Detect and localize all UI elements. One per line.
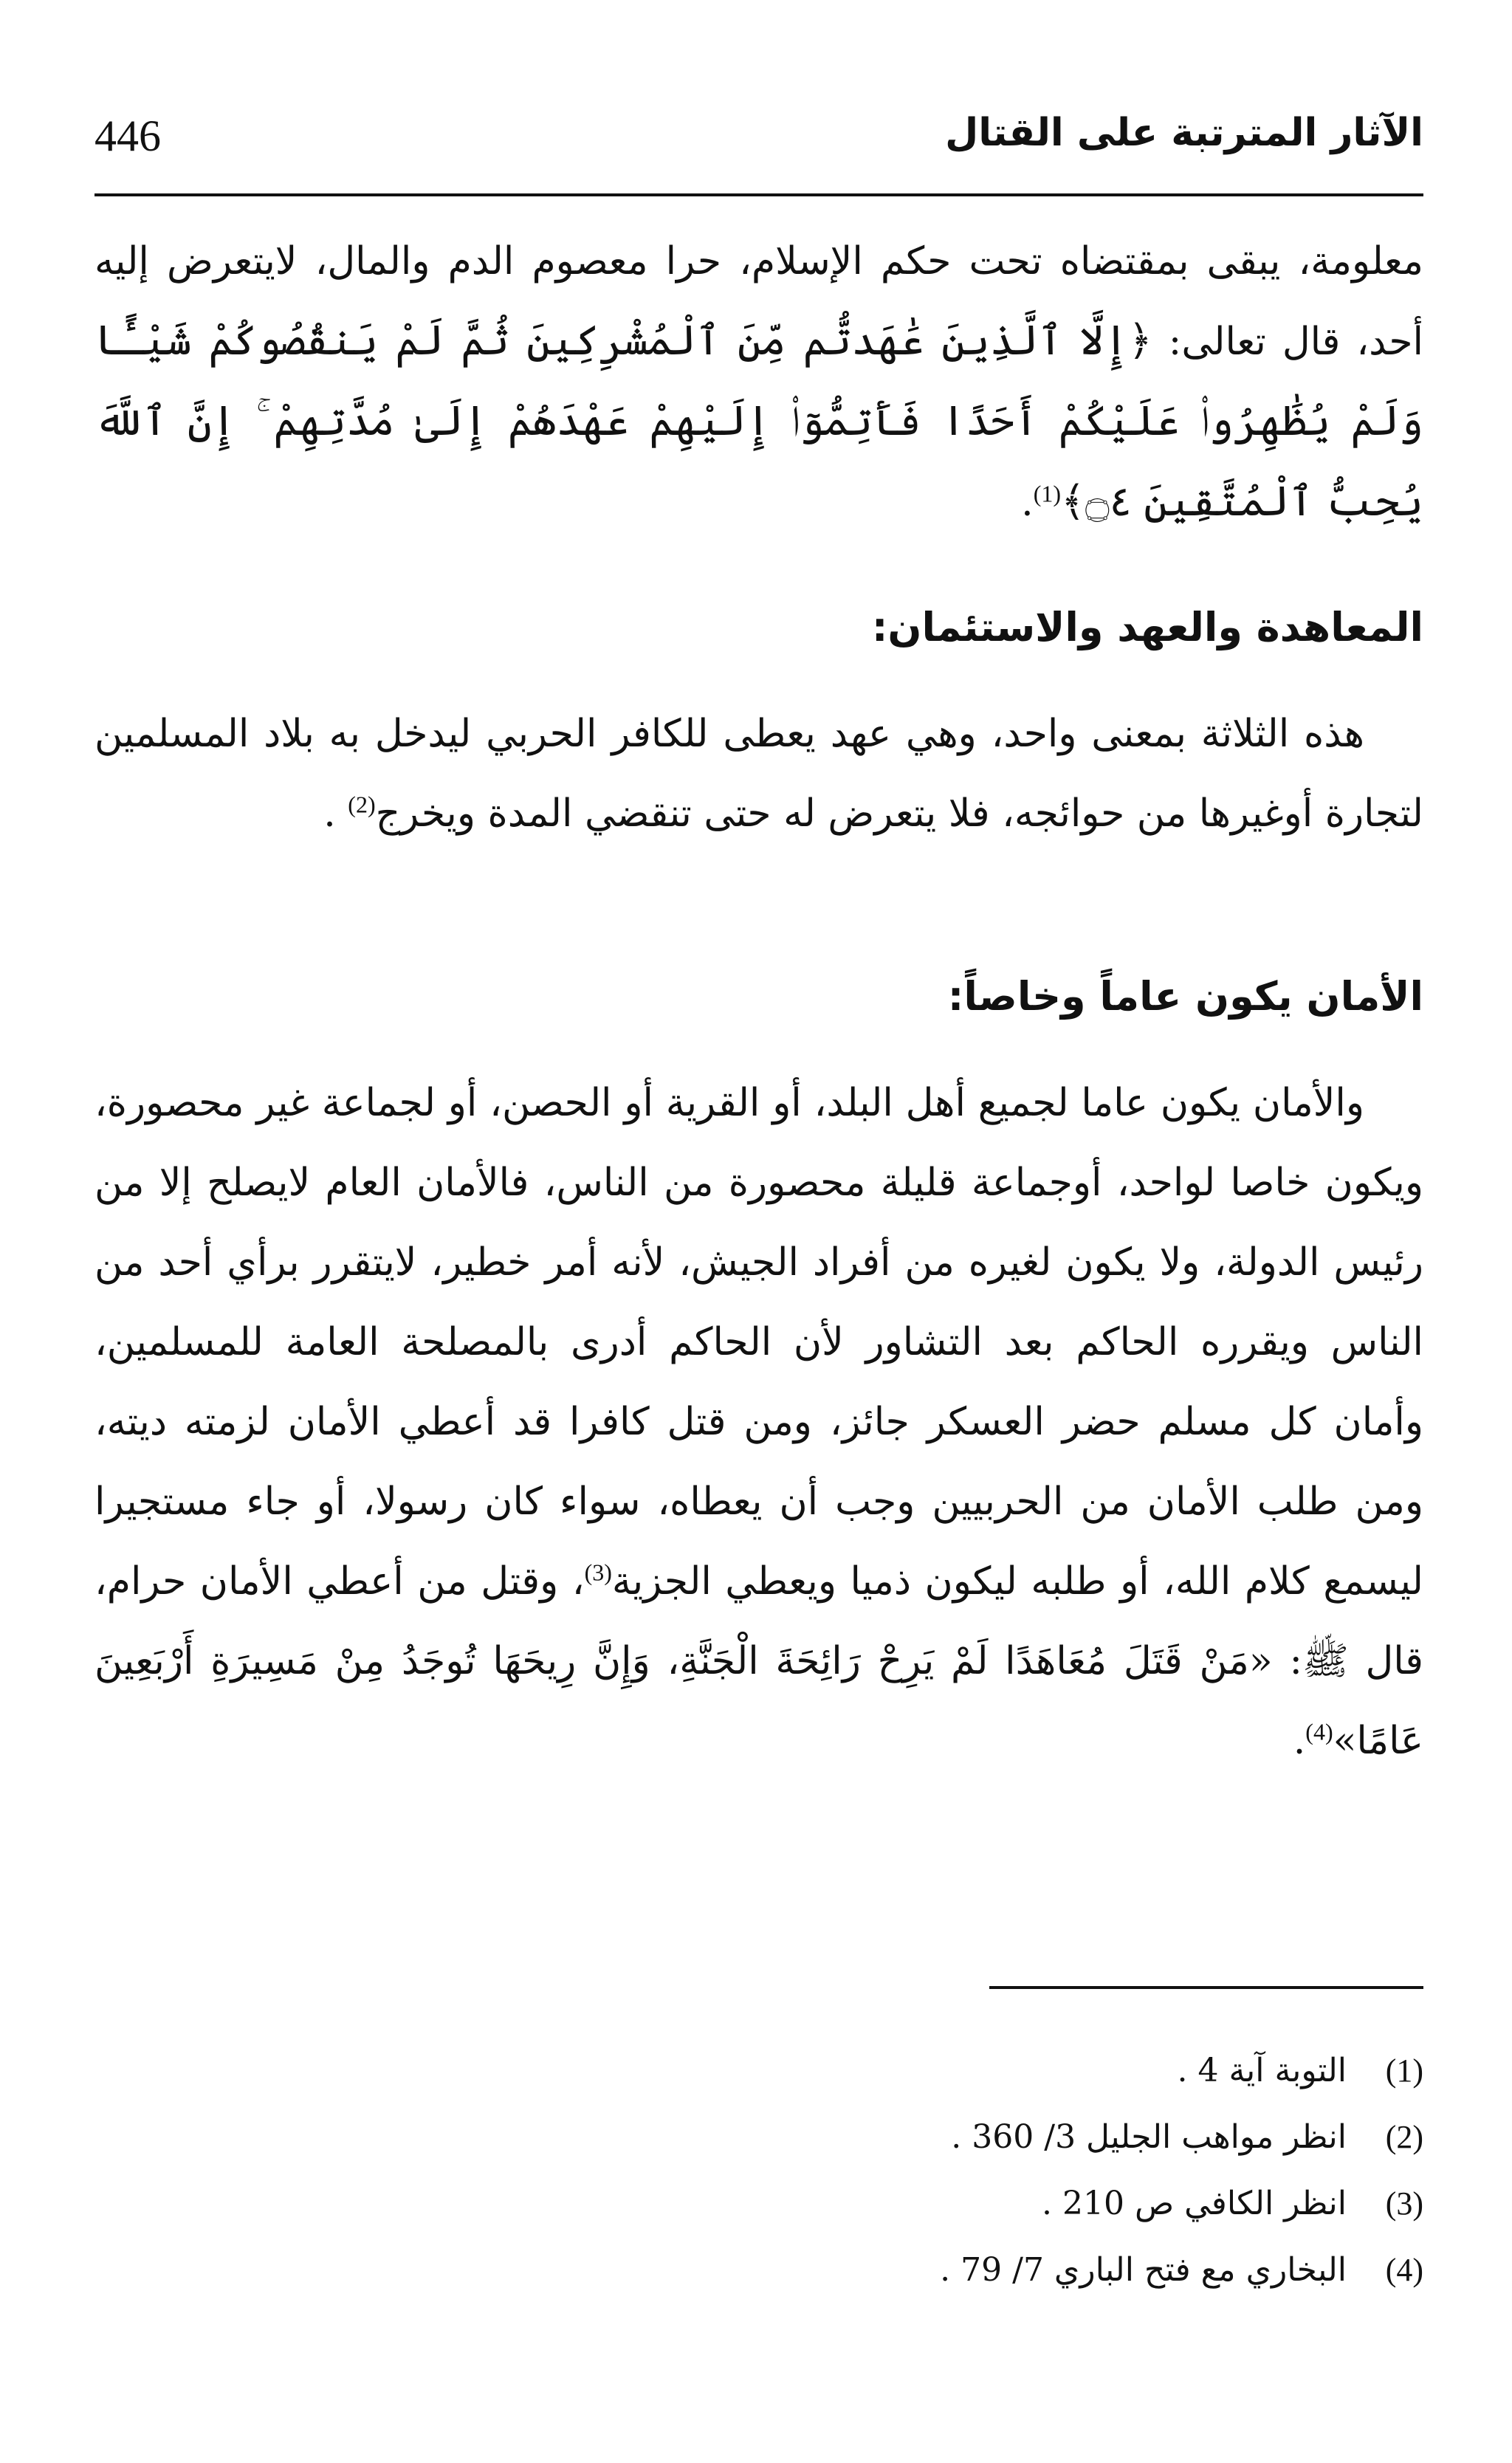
- footnote-ref-3: (3): [584, 1559, 612, 1586]
- footnote-item: [94, 2237, 1423, 2304]
- intro-end-punct: .: [1021, 481, 1034, 525]
- footnotes-list: [94, 2038, 1423, 2304]
- covenant-end-punct: .: [323, 791, 336, 836]
- footnote-ref-4: (4): [1305, 1718, 1333, 1745]
- footnote-text: انظر الكافي ص 210 .: [1041, 2185, 1347, 2222]
- quran-verse: إِلَّا ٱلَّذِينَ عَٰهَدتُّم مِّنَ ٱلْمُشْرِكِينَ ثُمَّ لَمْ يَنقُصُوكُمْ شَيْـًٔا وَلَمْ يُظَٰهِرُوا۟ عَلَيْكُمْ أَحَدًا فَأَتِمُّوٓا۟ إِلَيْهِمْ عَهْدَهُمْ إِلَىٰ مُدَّتِهِمْ ۚ إِنَّ ٱللَّهَ يُحِبُّ ٱلْمُتَّقِينَ: [94, 317, 1423, 526]
- footnote-ref-2: (2): [348, 791, 376, 818]
- quran-open-bracket: ﴿: [1128, 317, 1152, 365]
- section-heading-safety: الأمان يكون عاماً وخاصاً:: [947, 973, 1423, 1020]
- ayah-number-marker: ۝٤: [1085, 478, 1132, 526]
- header-rule: [94, 193, 1423, 196]
- intro-text: معلومة، يبقى بمقتضاه تحت حكم الإسلام، حرا معصوم الدم والمال، لايتعرض إليه أحد، قال تعالى:: [94, 239, 1424, 364]
- footnote-item: [94, 2171, 1423, 2237]
- footnote-number: (1): [1385, 2052, 1423, 2089]
- footnote-number: (2): [1385, 2119, 1423, 2155]
- covenant-text: هذه الثلاثة بمعنى واحد، وهي عهد يعطى للكافر الحربي ليدخل به بلاد المسلمين لتجارة أوغيرها من حوائجه، فلا يتعرض له حتى تنقضي المدة ويخرج: [94, 712, 1423, 836]
- footnote-number: (3): [1385, 2185, 1423, 2222]
- page-header: [94, 103, 1423, 185]
- footnote-text: التوبة آية 4 .: [1177, 2052, 1347, 2089]
- footnote-ref-1: (1): [1033, 480, 1062, 507]
- intro-paragraph: [94, 221, 1423, 543]
- safety-text-part2: ، وقتل من أعطي الأمان حرام، قال ﷺ:: [94, 1559, 1423, 1683]
- covenant-paragraph: [94, 694, 1423, 853]
- footnote-text: البخاري مع فتح الباري 7/ 79 .: [940, 2251, 1347, 2289]
- footnote-item: [94, 2038, 1423, 2104]
- safety-text-part1: والأمان يكون عاما لجميع أهل البلد، أو القرية أو الحصن، أو لجماعة غير محصورة، ويكون خاصا لواحد، أوجماعة قليلة محصورة من الناس، فالأمان العام لايصلح إلا من رئيس الدولة، ولا يكون لغيره من أفراد الجيش، لأنه أمر خطير، لايتقرر برأي أحد من الناس ويقرره الحاكم بعد التشاور لأن الحاكم أدرى بالمصلحة العامة للمسلمين، وأمان كل مسلم حضر العسكر جائز، ومن قتل كافرا قد أعطي الأمان لزمته ديته، ومن طلب الأمان من الحربيين وجب أن يعطاه، سواء كان رسولا، أو جاء مستجيرا ليسمع كلام الله، أو طلبه ليكون ذميا ويعطي الجزية: [94, 1081, 1423, 1604]
- safety-paragraph: [94, 1063, 1423, 1781]
- quran-close-bracket: ﴾: [1061, 478, 1085, 526]
- section-heading-covenant: المعاهدة والعهد والاستئمان:: [871, 604, 1423, 650]
- hadith-quote: «مَنْ قَتَلَ مُعَاهَدًا لَمْ يَرِحْ رَائِحَةَ الْجَنَّةِ، وَإِنَّ رِيحَهَا تُوجَدُ مِنْ مَسِيرَةِ أَرْبَعِينَ عَامًا»: [94, 1639, 1423, 1763]
- footnote-text: انظر مواهب الجليل 3/ 360 .: [951, 2118, 1347, 2156]
- page-number: 446: [94, 111, 161, 160]
- safety-end-punct: .: [1293, 1719, 1306, 1763]
- footnote-item: [94, 2104, 1423, 2171]
- footnote-number: (4): [1385, 2252, 1423, 2288]
- running-title: الآثار المترتبة على القتال: [945, 111, 1423, 155]
- footnote-rule: [989, 1986, 1423, 1989]
